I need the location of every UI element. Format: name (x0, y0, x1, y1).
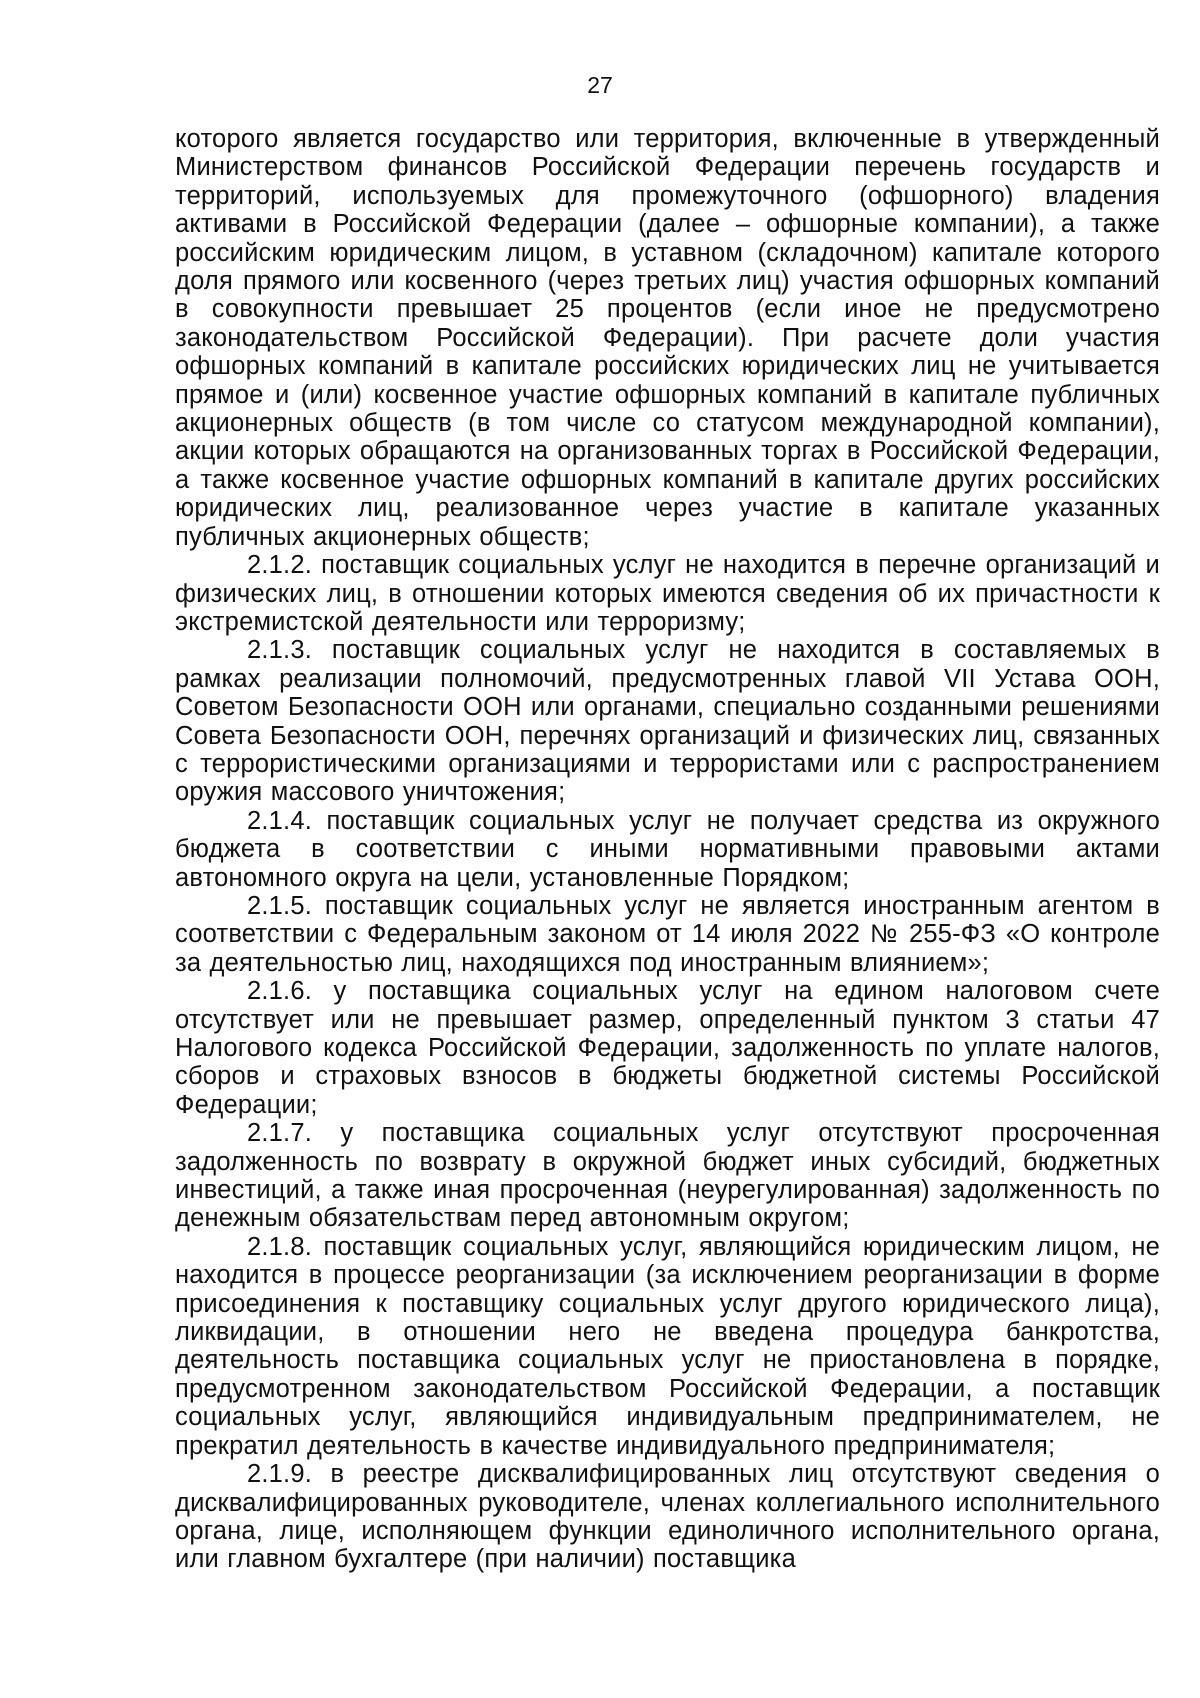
document-body (175, 125, 1160, 1574)
paragraph-2-1-5: 2.1.5. поставщик социальных услуг не является иностранным агентом в соответствии с Федеральным законом от 14 июля 2022 № 255-ФЗ «О контроле за деятельностью лиц, находящихся под иностранным влиянием»; (175, 891, 1160, 977)
paragraph-2-1-4: 2.1.4. поставщик социальных услуг не получает средства из окружного бюджета в соответствии с иными нормативными правовыми актами автономного округа на цели, установленные Порядком; (175, 806, 1160, 892)
paragraph-2-1-8: 2.1.8. поставщик социальных услуг, являющийся юридическим лицом, не находится в процессе реорганизации (за исключением реорганизации в форме присоединения к поставщику социальных услуг другого юридического лица), ликвидации, в отношении него не введена процедура банкротства, деятельность поставщика социальных услуг не приостановлена в порядке, предусмотренном законодательством Российской Федерации, а поставщик социальных услуг, являющийся индивидуальным предпринимателем, не прекратил деятельность в качестве индивидуального предпринимателя; (175, 1232, 1160, 1460)
paragraph-intro: которого является государство или территория, включенные в утвержденный Министерством финансов Российской Федерации перечень государств и территорий, используемых для промежуточного (офшорного) владения активами в Российской Федерации (далее – офшорные компании), а также российским юридическим лицом, в уставном (складочном) капитале которого доля прямого или косвенного (через третьих лиц) участия офшорных компаний в совокупности превышает 25 процентов (если иное не предусмотрено законодательством Российской Федерации). При расчете доли участия офшорных компаний в капитале российских юридических лиц не учитывается прямое и (или) косвенное участие офшорных компаний в капитале публичных акционерных обществ (в том числе со статусом международной компании), акции которых обращаются на организованных торгах в Российской Федерации, а также косвенное участие офшорных компаний в капитале других российских юридических лиц, реализованное через участие в капитале указанных публичных акционерных обществ; (175, 125, 1160, 551)
paragraph-2-1-9: 2.1.9. в реестре дисквалифицированных лиц отсутствуют сведения о дисквалифицированных руководителе, членах коллегиального исполнительного органа, лице, исполняющем функции единоличного исполнительного органа, или главном бухгалтере (при наличии) поставщика (175, 1460, 1160, 1574)
paragraph-2-1-3: 2.1.3. поставщик социальных услуг не находится в составляемых в рамках реализации полномочий, предусмотренных главой VII Устава ООН, Советом Безопасности ООН или органами, специально созданными решениями Совета Безопасности ООН, перечнях организаций и физических лиц, связанных с террористическими организациями и террористами или с распространением оружия массового уничтожения; (175, 636, 1160, 807)
paragraph-2-1-7: 2.1.7. у поставщика социальных услуг отсутствуют просроченная задолженность по возврату в окружной бюджет иных субсидий, бюджетных инвестиций, а также иная просроченная (неурегулированная) задолженность по денежным обязательствам перед автономным округом; (175, 1119, 1160, 1233)
paragraph-2-1-6: 2.1.6. у поставщика социальных услуг на едином налоговом счете отсутствует или не превышает размер, определенный пунктом 3 статьи 47 Налогового кодекса Российской Федерации, задолженность по уплате налогов, сборов и страховых взносов в бюджеты бюджетной системы Российской Федерации; (175, 977, 1160, 1119)
paragraph-2-1-2: 2.1.2. поставщик социальных услуг не находится в перечне организаций и физических лиц, в отношении которых имеются сведения об их причастности к экстремистской деятельности или терроризму; (175, 551, 1160, 636)
page-number: 27 (587, 72, 613, 98)
